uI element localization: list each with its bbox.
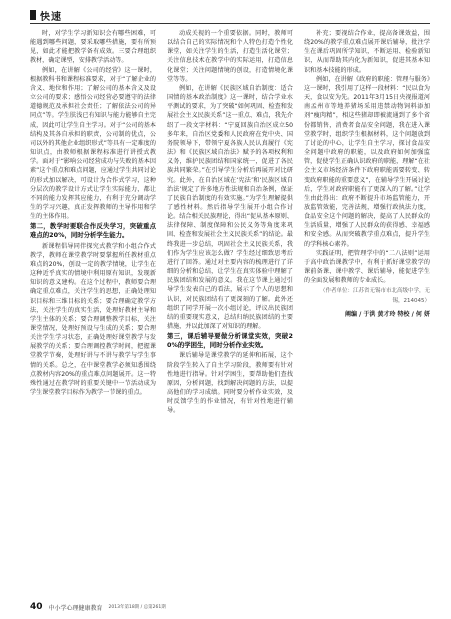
section-header	[30, 8, 430, 22]
section-heading: 第三，课后辅导要做分析课堂实效，突破20%的学困生，同时分析作业实效。	[167, 332, 293, 350]
section-heading: 第二，教学时要联合作反失学习，突破重点难点的20%，同时分析学生能力。	[30, 222, 156, 240]
paragraph: 时，对学生学习新知识会有哪些困难，可能遇到哪些问题，要采取哪些措施，要有所预见，如此才能把教学备有成效。三要合理组织教材，确定课型，安排教学活动等。	[30, 30, 156, 65]
article-body	[30, 29, 430, 594]
header-rule	[30, 23, 430, 24]
paragraph: 补充；要视结合作业，提高备课效益，围绕20%的教学重点难点展开课后辅导，批注学生在课后巩固所学知识，不断运用、检验新知识，从而帮助其内化为新知识，促进其基本知识和基本技能的形成。	[304, 30, 430, 74]
page-number: 40	[30, 602, 43, 612]
issue-info: 2013年第18期 / 总第261期	[108, 605, 166, 610]
author-affiliation: （作者单位：江苏省无锡市市北高级中学，无锡，214045）	[319, 288, 430, 304]
section-title: 快速	[40, 11, 62, 23]
text-column-1	[30, 29, 156, 594]
journal-name: 中小学心理健康教育	[48, 604, 103, 612]
paragraph: 例如，在讲解《政府的职能：管理与服务》这一课时，我引用了这样一段材料：“民以食为天，食以安为先。2011年3月15日央视报道河南孟州市等地养猪场采用违禁动物饲料添加剂“瘦肉精”，相这些猪却即被流通到了多个省份都销售，消费者食品安全问题，我在进入课堂教学时，组织学生根据材料，这个问题放到了讨论的中心，让学生自主学习，探讨食品安全问题中政府的职能，以及政府如何加强监管，促使学生正确认识政府的职能，理解“在社会主义市场经济条件下政府职能需要转变、转变政府职能的重要意义”，在辅导学生开展讨论后，学生对政府职能有了更深入的了解。”让学生由此得出：政府不断提升市场监管能力，开放监管效能，完善法规，增强行政执法力度，食品安全这个问题的解决，提高了人民群众的生活质量，增强了人民群众的获得感、幸福感和安全感。从而突破教学重点难点，提升学生的学科核心素养。	[304, 75, 430, 248]
paragraph: 例如，在讲解《公司的经营》这一课时，根据教科书和课程标准要求，对于“了解企业的含义、地位和作用；了解公司的基本含义及设立公司的要求；感悟公司经营必要遵守的法律道德规范及承担社会责任；了解依法公司的异同点”等。学生肤浅已有知识与能力能够自主完成，因此可让学生自主学习。对于“公司的基本结构及其各自承担的职责，公司制的优点，公司以外的其他企业组织形式”等具有一定难度的知识点，由教师根据课程标准进行讲授式教学。面对于“影响公司经营成功与失败的基本因素”这个重点和难点问题，应通过学生共同讨论的形式加以解决，可设计为合作式学习，这种分层次的教学设计方式让学生实际能力，都让不同的能力发挥其应能力，有利于充分调动学生的学习兴趣，真正发挥教师的主导作用和学生的主体作用。	[30, 66, 156, 221]
paragraph: 例如，在讲解《民族区域自治制度：适合国情的基本政治制度》这一课时，结合学业水平测试的要求，为了突破“如何巩固、检查和发展社会主义民族关系”这一重点、难点，我先介绍了一段文字材料：“宁夏回族自治区成立50多年来，自治区党委和人民政府在党中央、国务院领导下，带领宁夏各族人民认真履行《宪法》和《民族区域自治法》赋予的各项权利和义务，维护民族团结和国家统一，促进了各民族共同繁荣。”在引导学生分析后再展开对比研究。此外，在自治区域在‘宪法’和‘民族区域自治法’规定了许多地方性法规和自治条例，保证了民族自治制度的有效实施。”为学生理解提供了感性材料。然后指导学生展开小组合作讨论。结合相关民族理论，得出“促从基本原则、法律保障、制度保障和公民义务等角度来巩固、检查和发展社会主义民族关系”的结论。最终我进一步总结，巩固社会主义民族关系，我们作为学生应该怎么做？学生经过细致思考后进行了回答。通过对主要内容的梳理进行了详细的分析和总结，让学生在真实体验中理解了民族团结和发展的意义。我在这节课上通过引导学生发表自己的看法，展示了个人的思想和认识，对民族团结有了更深刻的了解。此外还组织了同学开展一次小组讨论，评议出民族团结的重要现实意义，总结归纳民族团结的主要措施，并以此加深了对知识的理解。	[167, 84, 293, 330]
page-footer	[30, 601, 430, 613]
editor-credit: 阐编 / 于洪 黄才玲 特校 / 何 妍	[344, 310, 430, 318]
paragraph: 新课程倡导同伴探究式教学和小组合作式教学，教师在课堂教学时要掌握所任教材重点难点的20%，创设一定的教学情境，让学生在这种近乎真实的情境中利用原有知识，发现新知识的意义建构。在这个过程中，教师要合理确定重点难点，关注学生的思想，正确处理知识目标和三维目标的关系；要合理确定教学方法，关注学生的真实生活，处理好教材主导和学生主体的关系；要合理调整教学目标，关注课堂情况，处理好预设与生成的关系；要合理关注学生学习状态，正确处理好课堂教学与发展教学的关系；要合理调控教学时间，把握课堂教学节奏，处理好讲与不讲与教学与学生事情的关系。总之，在中课堂教学必须知悉围绕点教材内容20%的重点难点问题展开。这一特殊性通过在教学时的重要关键中一节活动成为学生课堂教学目标作为教学一节课的重点。	[30, 242, 156, 397]
paragraph: 实践证明，把管理学中的“二八法则”运用于高中政治课教学中，有利于抓好课堂教学的课前备课、课中教学、课后辅导，能促进学生的全面发展和教师的专业成长。	[304, 249, 430, 285]
paragraph: 课后辅导是课堂教学的延伸和拓展，这个阶段学生转入了自主学习阶段，教师要有针对性地进行指导。针对学困生，要帮助他们查找原因，分析问题，找到解决问题的方法，以提高他们的学习成绩。同时要分析作业实效，及时反馈学生的作业情况，有针对性地进行辅导。	[167, 352, 293, 415]
paragraph: 动成关视的一个重要依据。同时，教师可以结合自己的实际情况和个人特色打造个性化课堂，如关注学生的生活，打造生活化课堂；关注信息技术在教学中的实际运用，打造信息化课堂；关注问题情境的创设，打造情境化课堂等等。	[167, 30, 293, 83]
section-marker-icon	[30, 10, 36, 20]
text-column-3	[304, 29, 430, 594]
text-column-2	[167, 29, 293, 594]
